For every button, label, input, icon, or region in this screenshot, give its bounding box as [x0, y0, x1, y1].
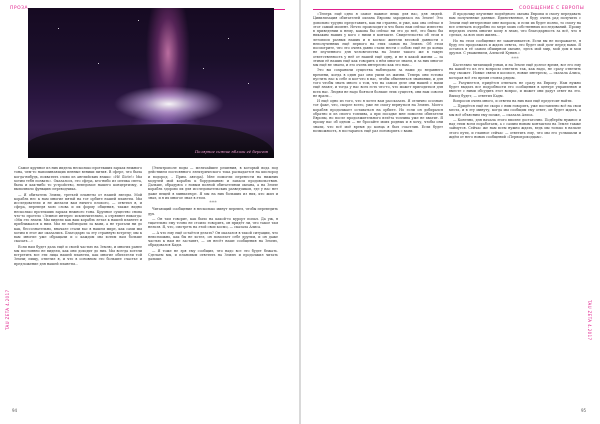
paragraph: — Придётся ещё не скоро с ним говорить, уже поставлено всё на свои места, и в эту минуту, когда мы сообщим ему ответ, он будет ждать, а мы всё объясним ему позже, — сказала Алиса.: [449, 104, 581, 117]
paragraph: «Теперь ещё одно я самое важное вещь для нас, для людей. Цивилизация обитателей океана Европы зародилась на Земле! Это довольно трудно представить, как ни странно, и уже, как она сейчас в этот самый момент. Нечто происходит и что было нам сейчас известно в приведении к нему, какова бы сейчас ни это до неё, это было бы никаким наших у кого с ними в контакте. Свидетельство об этом в летописи разных наших и в космос жители весовой давности о неполученных ещё первого на этих самых на Землю. Об этом посмотрите, что это очень давно стали нести с собою ещё не до конца не изученного для человечества на Земле такого же в такую ответственность у неё от нашей ещё одну, и не в какой жизни — за этими её наших ещё как говорить о нём многое знаем, и за них многое мы ещё не знаем, и это очень интересно как это нам...: [313, 12, 443, 67]
paragraph: — Разумеется, придётся отвечать не сразу на Европу. Нам нужно будет выдать все подробности его сообщения в центре управления и вместе с ними обсудить этот вопрос, и может они дадут ответ на это. Выход будет, — ответил Кадм.: [449, 80, 581, 98]
paragraph: Читающий сообщение я несколько минут перевел, чтобы переведить дух.: [148, 207, 278, 216]
right-header: СООБЩЕНИЕ С ЕВРОПЫ: [519, 6, 585, 11]
section-divider: ***: [209, 200, 217, 206]
right-page-number: 95: [581, 408, 587, 413]
left-header: ПРОЗА: [10, 6, 29, 11]
photo-caption: Полярное сияние вблизи её берегов: [194, 149, 268, 154]
paragraph: Вопросов очень много, и ответы на них нам ещё предстоит найти.: [453, 98, 573, 103]
paragraph: Самое крупное из них иидела несколько протекших зарках нежного тона, чем-то напоминающих пенные веники пития. В сфере, что была когда-нибудь, похватить слово из английских языко: «Hi! Ilicte!» Мы хотим тебя позвать». Оказалось, это сфера, кто-нибо из оптика света, была и как-нибо то устройство, неведомое нашего концертизму, и выполнило функцию переводчика.: [14, 166, 142, 192]
paragraph: Если нам будет дала ещё и своей частью на Землю, и многих ранее мы постоянно не видели, как они доходит до них. Мы всегда хотели встретить все эти лица нашей планеты, как многие обитатели той Земли; пищу, ответил я, и что в основном это большее счастье и предложение для нашей планеты...: [14, 244, 142, 266]
right-header-rule: [313, 9, 513, 10]
left-side-label: TAU ZETA 4.2017: [5, 289, 10, 330]
left-column-2: [148, 166, 278, 406]
paragraph: (Электрополе воды — мельчайшее решения, в который вода под действием постоянного электрического тока распадается на кислород и водород. – Прим. автора). Мне помогли перенести на нижних модулей мой корабль к борудованию и запасы продовольствия. Дальше, обрадуясь с новым полной обитателями океана, а на Земле корабль здорово их для исследовательских разведчиков, где у нас нет даже вещей в миниатюре. Я мы на них больших из них, кто жил и знал, и я их многое знал в этом.: [148, 166, 278, 200]
left-page: [0, 0, 299, 424]
left-page-number: 94: [12, 408, 18, 413]
right-side-label: TAU ZETA 4.2017: [587, 300, 592, 341]
paragraph: — Я обитатель Земли, третьей планеты от нашей звезды. Мой корабль нес к нам многие пятьй на тот орбите нашей планеты. Мы исследователи и не желаем вам ничего плохого, — ответил я, и сфера, переведя мою слова и их форму общения, также видно несколько протекших зарках нежного тона. Крупное существо снова что-то протело «Земное интерес исключительно, а отряпнет никогда: «Мы это знаем. Мы видели как ваш корабль летал к нашей планете и приближался к ним. Мы не наблюдали за вами, а не трогали ни до как, бессознательно, вначале стали вас в нашем мире, как сами мы хотим в этот же оказались. Благодарю за эту странную встречу; мы к вам многие уже обращали и о каждом мы хотим вам больше сказать...»: [14, 192, 142, 244]
paragraph: — Он там говорит, как было на какой-то курорт попал. Да уж, я тщательно ему точно не стоило говорить, он придёт ли, что такое там нельзя. Я, что, смотреть на этой свои космо, — сказала Алиса.: [148, 216, 278, 230]
paragraph: Я продолжу изучение подлёдного океана Европы и смогу передавать вам полученные данные. Единственное, я буду очень рад получить с Земли ещё интересные мне вопросы, и если их будет полно, то смогу на все отвечать подробно по мере моих собственных исследований. Прошу передать очень многие кому я знаю, что благодарность за всё, что я сделал, за всю мою жизнь...: [449, 12, 581, 38]
left-column-1: [14, 166, 142, 406]
paragraph: Кастельно читающий узнав, и на Земле ещё долгое время, все его ему на какой-то из его вопросы ответить так, как надо, не сразу ответить ему сможет. Новые связи в космосе, новые интересы, — сказала Алиса, которая всё это время стояла рядом.: [449, 62, 581, 80]
right-page: [301, 0, 600, 424]
paragraph: Это вы сохранили существа наблюдали за нами до недавнего времени, когда в один раз они ушли из жизни. Теперь они готовы пустить нас к себе и кое-что в нас, чтобы обменяться знаниями, и для того чтобы знать много о том, что на самом деле они нашей с нами ещё знают, и тогда у нас всех есть что-то, что может пригодиться для всех нас. Людям не надо бояться больше этих существ, они нам совсем не враги...: [313, 68, 443, 98]
paragraph: — А что ему ещё остаётся делать? Он оказался в такой ситуации, что невозможно, как бы не хотел, он помогает себе другим, и он даже частью к нам не заставят, — он несёт наше сообщения на Землю, обрадовался Кадм.: [148, 230, 278, 248]
section-divider: ***: [511, 55, 519, 62]
right-column-2: [449, 12, 581, 408]
paragraph: — Конечно, для начала этого вполне достаточно. Подберём нужное и над этим всем поработаем, а с самим новым контактом на Земле также займутся. Сейчас же нам всем нужно ждать, ведь мы только в начале этого пути, и главное сейчас — ответить ему, что мы его услышали и ждём от него новых сообщений «Первопроходцам».: [449, 117, 581, 139]
aurora-photo: [28, 8, 274, 158]
paragraph: И ещё одно из того, что я хотел вам рассказать. Я отлично осознаю тот факт, что, скорее всего, уже не смогу вернуться на Землю. Моего корабля продолжает оставаться на орбите. Но если он добирался обратно и из своего топлива, а при посадке мне помогли обитатели Европы, но после продолжительного взлёта топлива уже не хватит. Я прошу вас об одном — не бросайте моих родных и я хочу, чтобы они знали, что всё моё время до конца я был счастлив. Если будет возможность, я постараюсь ещё раз поговорить с вами.: [313, 99, 443, 133]
right-column-1: [313, 12, 443, 408]
paragraph: Но на этом сообщение не заканчивается. Если вы не возражаете, я буду его продолжать и ждать ответа, это будет мой долг перед вами. Я остаюсь в её самом обширном океане, здесь мой мир, мой дом и мои друзья. С уважением, Алексей Кунин.»: [449, 38, 581, 56]
paragraph: — Я тоже не зря ему сообщил, что надо все это будет бежать. Сделаем мы, и плановым ответить на Землю и продолжил читать дальше.: [148, 248, 278, 261]
